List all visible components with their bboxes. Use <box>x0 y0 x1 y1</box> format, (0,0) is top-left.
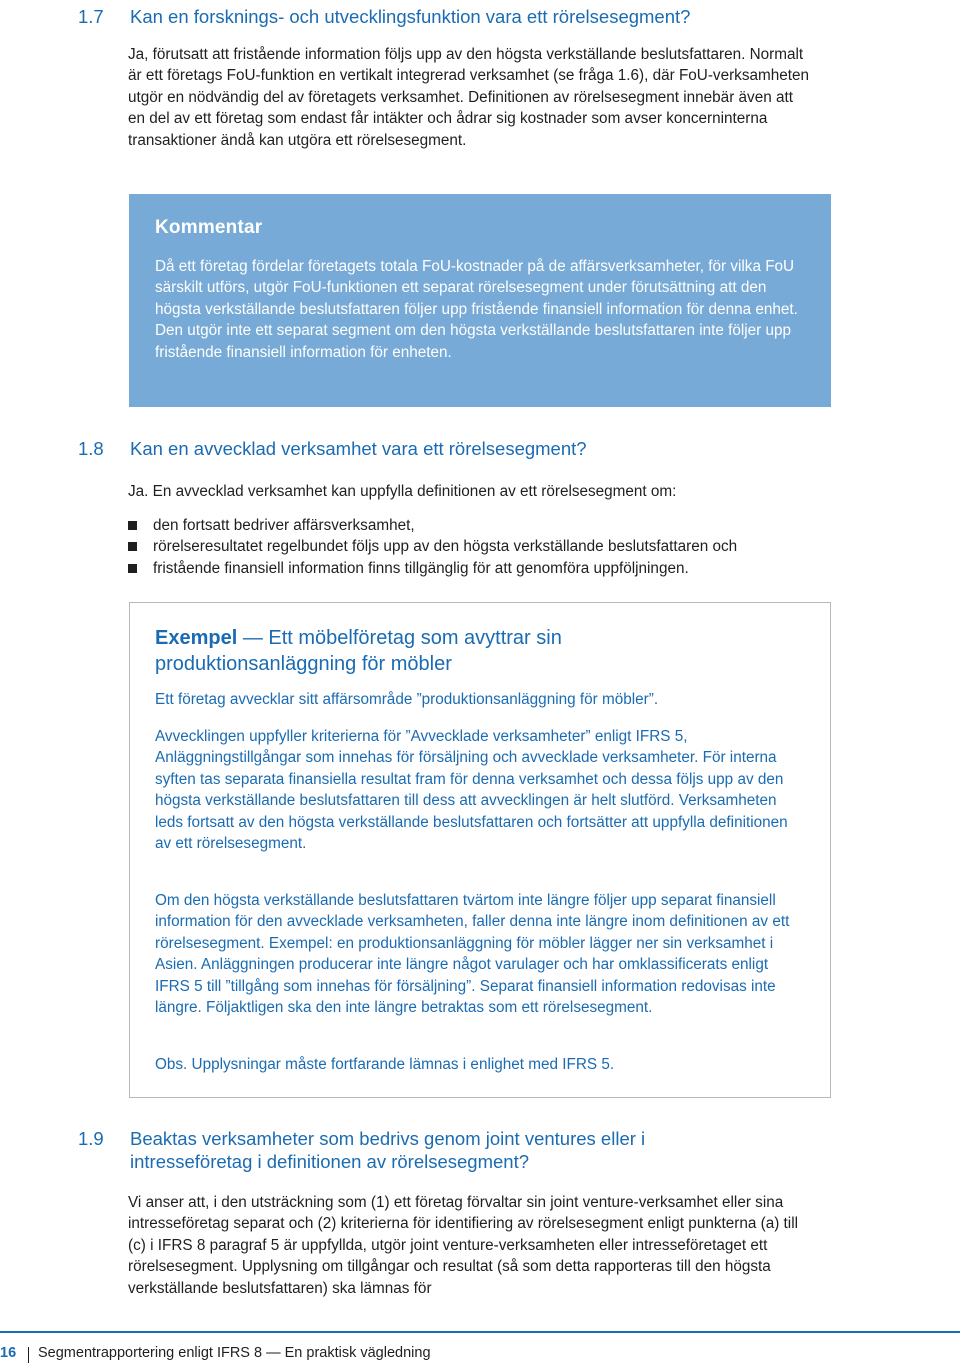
example-paragraph-2: Avvecklingen uppfyller kriterierna för ”Avvecklade verksamheter” enligt IFRS 5, Anläggningstillgångar som innehas för försäljning och avvecklade verksamheter. För interna syften tas separata finansiella resultat fram för denna verksamhet och dessa följs upp av den högsta verkställande beslutsfattaren till dess att avvecklingen är helt slutförd. Verksamheten leds fortsatt av den högsta verkställande beslutsfattaren och fortsätter att uppfylla definitionen av ett rörelsesegment. <box>155 728 788 853</box>
example-box <box>129 602 831 1098</box>
comment-box <box>129 194 831 407</box>
section-number: 1.7 <box>78 6 104 27</box>
list-item-text: den fortsatt bedriver affärsverksamhet, <box>153 517 415 534</box>
example-paragraph-4: Obs. Upplysningar måste fortfarande lämnas i enlighet med IFRS 5. <box>155 1056 615 1073</box>
list-item <box>128 515 868 536</box>
example-paragraph-3: Om den högsta verkställande beslutsfattaren tvärtom inte längre följer upp separat finansiell information för den avvecklade verksamheten, faller denna inte längre inom definitionen av ett rörelsesegment. Exempel: en produktionsanläggning för möbler lägger ner sin verksamhet i Asien. Anläggningen producerar inte längre något varulager och har omklassificerats enligt IFRS 5 till ”tillgång som innehas för försäljning”. Separat finansiell information redovisas inte längre. Följaktligen ska den inte längre betraktas som ett rörelsesegment. <box>155 892 790 1017</box>
section-intro-1-8: Ja. En avvecklad verksamhet kan uppfylla definitionen av ett rörelsesegment om: <box>128 483 677 500</box>
footer-divider <box>0 1331 960 1333</box>
section-title: Kan en forsknings- och utvecklingsfunktion vara ett rörelsesegment? <box>130 6 691 27</box>
section-title: Beaktas verksamheter som bedrivs genom joint ventures eller i intresseföretag i definitionen av rörelsesegment? <box>130 1128 646 1172</box>
bullet-square-icon <box>128 542 137 551</box>
section-heading-1-8 <box>78 437 918 461</box>
example-title <box>155 625 755 677</box>
bullet-square-icon <box>128 521 137 530</box>
example-paragraph-1: Ett företag avvecklar sitt affärsområde ”produktionsanläggning för möbler”. <box>155 691 659 708</box>
list-item <box>128 558 868 579</box>
example-dash: — <box>242 627 263 649</box>
example-heading: Ett möbelföretag som avyttrar sin produktionsanläggning för möbler <box>155 627 562 675</box>
comment-title: Kommentar <box>155 217 263 238</box>
section-title: Kan en avvecklad verksamhet vara ett rörelsesegment? <box>130 438 587 459</box>
footer-title: Segmentrapportering enligt IFRS 8 — En praktisk vägledning <box>38 1345 431 1361</box>
section-number: 1.9 <box>78 1128 104 1149</box>
footer-separator <box>28 1347 29 1363</box>
list-item-text: fristående finansiell information finns tillgänglig för att genomföra uppföljningen. <box>153 559 689 577</box>
example-label: Exempel <box>155 627 238 649</box>
list-item-text: rörelseresultatet regelbundet följs upp av den högsta verkställande beslutsfattaren och <box>153 538 738 556</box>
section-heading-1-9 <box>78 1127 918 1175</box>
bullet-list <box>128 515 868 579</box>
section-heading-1-7 <box>78 5 918 29</box>
bullet-square-icon <box>128 564 137 573</box>
list-item <box>128 536 868 557</box>
section-body-1-9: Vi anser att, i den utsträckning som (1) ett företag förvaltar sin joint venture-verksamhet eller sina intresseföretag separat och (2) kriterierna för identifiering av rörelsesegment enligt punkterna (a) till (c) i IFRS 8 paragraf 5 är uppfyllda, utgör joint venture-verksamheten eller intresseföretaget ett rörelsesegment. Upplysning om tillgångar och resultat (så som detta rapporteras till den högsta verkställande beslutsfattaren) ska lämnas för <box>128 1194 798 1297</box>
page-number: 16 <box>0 1345 17 1361</box>
section-number: 1.8 <box>78 438 104 459</box>
section-body-1-7: Ja, förutsatt att fristående information följs upp av den högsta verkställande beslutsfattaren. Normalt är ett företags FoU-funktion en vertikalt integrerad verksamhet (se fråga 1.6), där FoU-verksamheten utgör en nödvändig del av företagets verksamhet. Definitionen av rörelsesegment innebär även att en del av ett företag som endast får intäkter och ådrar sig kostnader som avser koncerninterna transaktioner ändå kan utgöra ett rörelsesegment. <box>128 46 810 149</box>
comment-body: Då ett företag fördelar företagets totala FoU-kostnader på de affärsverksamheter, för vilka FoU särskilt utförs, utgör FoU-funktionen ett separat rörelsesegment under förutsättning att den högsta verkställande beslutsfattaren följer upp fristående finansiell information för denna enhet. Den utgör inte ett separat segment om den högsta verkställande beslutsfattaren inte följer upp fristående finansiell information för enheten. <box>155 258 798 361</box>
